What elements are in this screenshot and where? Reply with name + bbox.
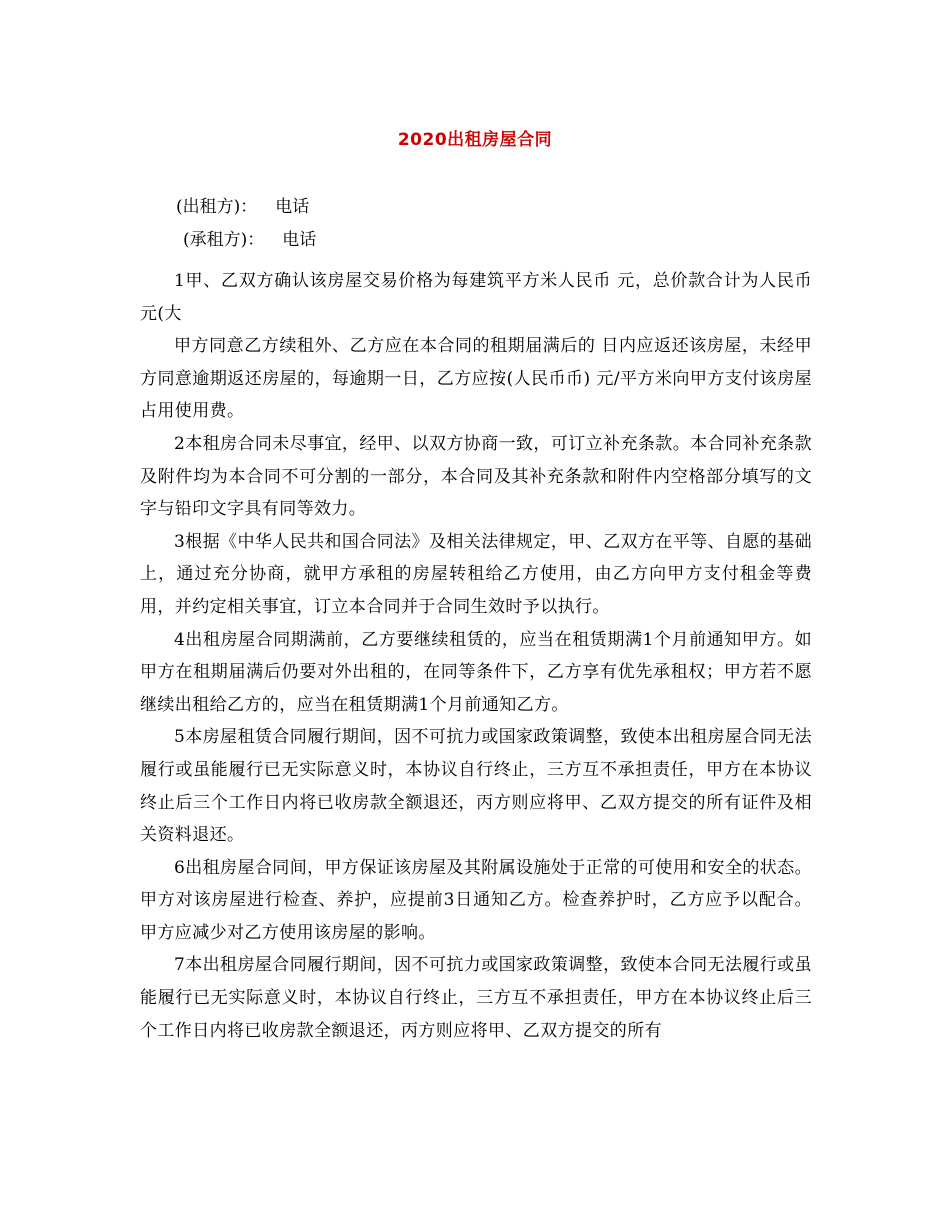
clause-paragraph: 1甲、乙双方确认该房屋交易价格为每建筑平方米人民币 元，总价款合计为人民币 元(大	[140, 271, 812, 324]
lessee-phone-label: 电话	[282, 230, 317, 250]
lessor-phone-label: 电话	[275, 197, 310, 217]
lessee-label: (承租方)：	[183, 230, 265, 250]
lessor-label: (出租方)：	[176, 197, 258, 217]
clause-paragraph: 5本房屋租赁合同履行期间，因不可抗力或国家政策调整，致使本出租房屋合同无法履行或虽能履行已无实际意义时，本协议自行终止，三方互不承担责任，甲方在本协议终止后三个工作日内将已收房款全额退还，丙方则应将甲、乙双方提交的所有证件及相关资料退还。	[140, 727, 812, 846]
clause-paragraph: 甲方同意乙方续租外、乙方应在本合同的租期届满后的 日内应返还该房屋，未经甲方同意逾期返还房屋的，每逾期一日，乙方应按(人民币币) 元/平方米向甲方支付该房屋占用使用费。	[140, 336, 812, 422]
lessor-line	[176, 197, 309, 217]
contract-body	[140, 265, 812, 1047]
clause-paragraph: 3根据《中华人民共和国合同法》及相关法律规定，甲、乙双方在平等、自愿的基础上，通过充分协商，就甲方承租的房屋转租给乙方使用，由乙方向甲方支付租金等费用，并约定相关事宜，订立本合同并于合同生效时予以执行。	[140, 531, 812, 617]
document-title: 2020出租房屋合同	[397, 130, 553, 150]
clause-paragraph: 2本租房合同未尽事宜，经甲、以双方协商一致，可订立补充条款。本合同补充条款及附件均为本合同不可分割的一部分，本合同及其补充条款和附件内空格部分填写的文字与铅印文字具有同等效力。	[140, 433, 812, 520]
clause-paragraph: 7本出租房屋合同履行期间，因不可抗力或国家政策调整，致使本合同无法履行或虽能履行已无实际意义时，本协议自行终止，三方互不承担责任，甲方在本协议终止后三个工作日内将已收房款全额退还，丙方则应将甲、乙双方提交的所有	[140, 955, 812, 1041]
clause-paragraph: 6出租房屋合同间，甲方保证该房屋及其附属设施处于正常的可使用和安全的状态。甲方对该房屋进行检查、养护，应提前3日通知乙方。检查养护时，乙方应予以配合。甲方应减少对乙方使用该房屋的影响。	[140, 857, 812, 943]
lessee-line	[183, 230, 316, 250]
clause-paragraph: 4出租房屋合同期满前，乙方要继续租赁的，应当在租赁期满1个月前通知甲方。如甲方在租期届满后仍要对外出租的，在同等条件下，乙方享有优先承租权；甲方若不愿继续出租给乙方的，应当在租赁期满1个月前通知乙方。	[140, 629, 812, 715]
